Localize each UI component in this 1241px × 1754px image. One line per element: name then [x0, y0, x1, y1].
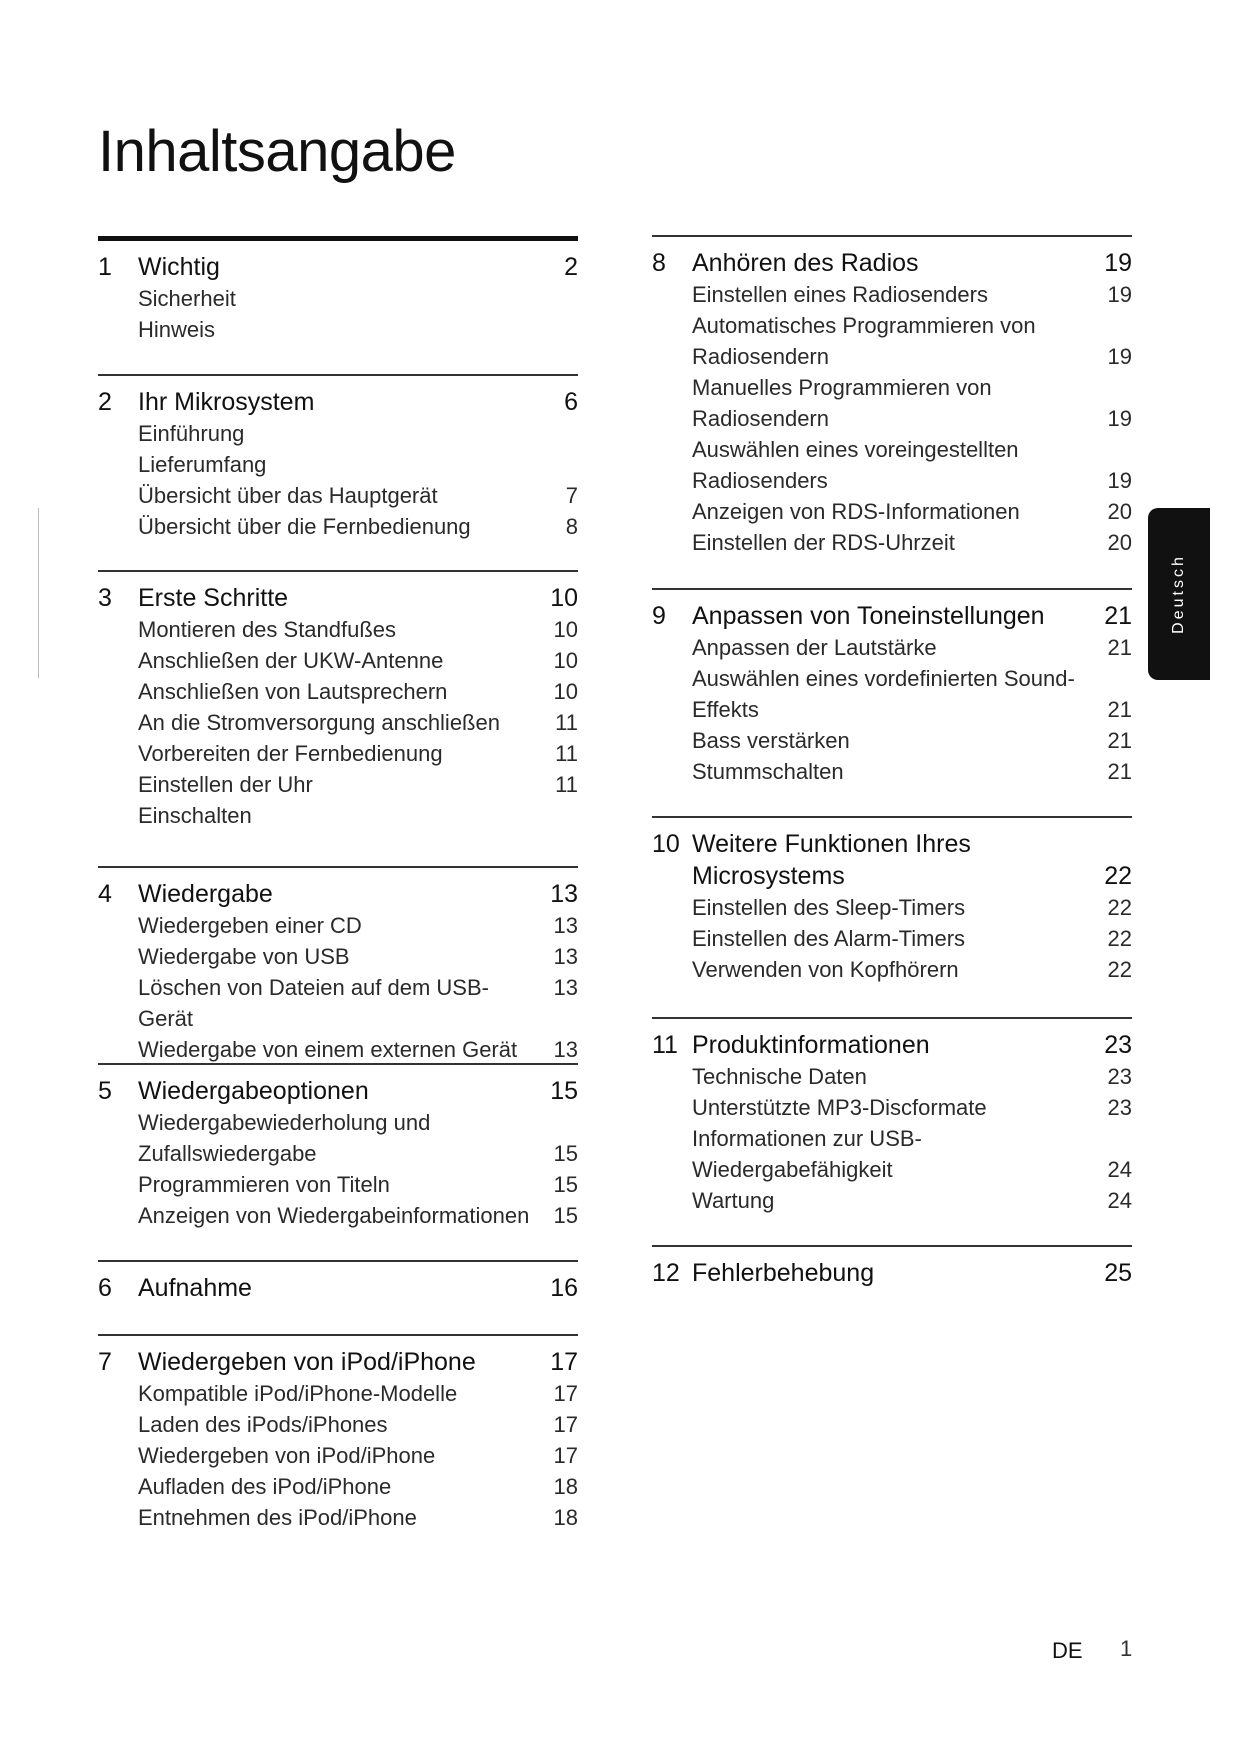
item-title: Manuelles Programmieren von [692, 375, 992, 400]
footer-language: DE [1052, 1638, 1083, 1663]
toc-item[interactable] [98, 614, 578, 645]
toc-item[interactable] [652, 923, 1132, 954]
section-divider [98, 570, 578, 572]
toc-item[interactable] [98, 511, 578, 542]
toc-item[interactable] [98, 941, 578, 972]
toc-item[interactable] [652, 632, 1132, 663]
toc-item[interactable] [98, 1440, 578, 1471]
toc-section [98, 374, 578, 542]
toc-entry-link[interactable] [652, 828, 1132, 860]
toc-section [652, 588, 1132, 787]
item-title: Effekts [692, 697, 759, 722]
toc-item[interactable] [652, 663, 1132, 694]
toc-entry-link[interactable] [652, 247, 1132, 279]
toc-item[interactable] [652, 756, 1132, 787]
section-page: 6 [564, 388, 578, 416]
toc-item[interactable] [652, 1154, 1132, 1185]
section-divider [652, 235, 1132, 237]
item-title: Anzeigen von Wiedergabeinformationen [138, 1203, 530, 1228]
section-divider [98, 1260, 578, 1262]
item-title: Anschließen der UKW-Antenne [138, 648, 444, 673]
toc-item[interactable] [652, 694, 1132, 725]
section-page: 17 [550, 1348, 578, 1376]
section-divider [652, 816, 1132, 818]
toc-item[interactable] [652, 1061, 1132, 1092]
section-number: 11 [652, 1031, 678, 1059]
toc-item[interactable] [98, 707, 578, 738]
toc-item[interactable] [98, 972, 578, 1034]
toc-section [652, 235, 1132, 558]
toc-item[interactable] [98, 800, 578, 831]
section-title: Fehlerbehebung [692, 1259, 875, 1287]
item-page: 22 [1107, 957, 1132, 982]
toc-item[interactable] [652, 496, 1132, 527]
section-title: Wiedergabeoptionen [138, 1077, 369, 1105]
toc-section [98, 570, 578, 831]
item-page: 8 [565, 514, 578, 539]
item-page: 11 [555, 710, 578, 735]
item-page: 7 [565, 483, 578, 508]
toc-entry-link[interactable] [98, 1346, 578, 1378]
item-page: 22 [1107, 926, 1132, 951]
section-page: 25 [1104, 1259, 1132, 1287]
margin-line [38, 508, 39, 678]
page-title: Inhaltsangabe [98, 119, 456, 184]
section-number: 7 [98, 1348, 112, 1376]
toc-item[interactable] [98, 769, 578, 800]
toc-section [98, 236, 578, 345]
item-title: Wiedergeben von iPod/iPhone [138, 1443, 436, 1468]
item-title: Stummschalten [692, 759, 844, 784]
toc-item[interactable] [652, 310, 1132, 341]
toc-item[interactable] [98, 1034, 578, 1065]
section-title: Wiedergabe [138, 880, 273, 908]
toc-item[interactable] [98, 480, 578, 511]
item-page: 20 [1107, 530, 1132, 555]
language-tab [1148, 508, 1210, 680]
toc-item[interactable] [652, 1092, 1132, 1123]
toc-entry-link[interactable] [652, 600, 1132, 632]
section-divider [652, 1245, 1132, 1247]
section-page: 19 [1104, 249, 1132, 277]
item-page: 23 [1107, 1064, 1132, 1089]
section-page: 15 [550, 1077, 578, 1105]
section-page: 21 [1104, 602, 1132, 630]
footer-page-number: 1 [1120, 1636, 1133, 1661]
toc-section [98, 866, 578, 1065]
item-title: Wiedergeben einer CD [138, 913, 362, 938]
item-title: Montieren des Standfußes [138, 617, 397, 642]
section-page: 23 [1104, 1031, 1132, 1059]
section-number: 6 [98, 1274, 112, 1302]
item-title: Informationen zur USB- [692, 1126, 922, 1151]
item-title: Übersicht über das Hauptgerät [138, 483, 438, 508]
item-title: Radiosendern [692, 344, 829, 369]
section-divider [98, 1334, 578, 1336]
section-divider [98, 866, 578, 868]
section-number: 4 [98, 880, 112, 908]
item-page: 11 [555, 741, 578, 766]
section-number: 3 [98, 584, 112, 612]
item-title: Wiedergabewiederholung und [138, 1110, 431, 1135]
item-title: Einschalten [138, 803, 252, 828]
item-title: Wartung [692, 1188, 775, 1213]
item-title: Übersicht über die Fernbedienung [138, 514, 471, 539]
item-title: Unterstützte MP3-Discformate [692, 1095, 987, 1120]
item-title: Technische Daten [692, 1064, 867, 1089]
toc-item[interactable] [98, 1378, 578, 1409]
item-title: Auswählen eines voreingestellten [692, 437, 1019, 462]
toc-item[interactable] [652, 954, 1132, 985]
toc-section [98, 1334, 578, 1533]
item-title: Sicherheit [138, 286, 236, 311]
section-title: Anhören des Radios [692, 249, 919, 277]
item-title: Wiedergabe von einem externen Gerät [138, 1037, 518, 1062]
item-title: Verwenden von Kopfhörern [692, 957, 959, 982]
section-title: Aufnahme [138, 1274, 252, 1302]
toc-item[interactable] [98, 1200, 578, 1231]
section-number: 1 [98, 253, 112, 281]
item-title: Anschließen von Lautsprechern [138, 679, 448, 704]
section-divider [98, 236, 578, 241]
section-number: 8 [652, 249, 666, 277]
item-page: 23 [1107, 1095, 1132, 1120]
item-page: 24 [1107, 1188, 1132, 1213]
item-page: 13 [553, 913, 578, 938]
toc-section [98, 1260, 578, 1304]
section-number: 2 [98, 388, 112, 416]
item-title: Aufladen des iPod/iPhone [138, 1474, 392, 1499]
item-title: An die Stromversorgung anschließen [138, 710, 500, 735]
item-title: Anpassen der Lautstärke [692, 635, 937, 660]
toc-section [652, 816, 1132, 985]
toc-item[interactable] [652, 892, 1132, 923]
item-page: 10 [553, 617, 578, 642]
item-title: Löschen von Dateien auf dem USB-Gerät [138, 975, 489, 1031]
section-number: 5 [98, 1077, 112, 1105]
item-page: 13 [553, 944, 578, 969]
item-title: Kompatible iPod/iPhone-Modelle [138, 1381, 458, 1406]
item-page: 17 [553, 1412, 578, 1437]
toc-entry-link[interactable] [98, 386, 578, 418]
item-page: 17 [553, 1381, 578, 1406]
toc-entry-link[interactable] [98, 582, 578, 614]
toc-item[interactable] [652, 1123, 1132, 1154]
section-page: 16 [550, 1274, 578, 1302]
item-title: Wiedergabefähigkeit [692, 1157, 893, 1182]
toc-item[interactable] [98, 1471, 578, 1502]
toc-item[interactable] [98, 1169, 578, 1200]
item-title: Bass verstärken [692, 728, 850, 753]
toc-item[interactable] [98, 449, 578, 480]
item-page: 19 [1107, 344, 1132, 369]
item-title: Radiosenders [692, 468, 828, 493]
item-page: 22 [1107, 895, 1132, 920]
toc-item[interactable] [652, 341, 1132, 372]
item-title: Anzeigen von RDS-Informationen [692, 499, 1020, 524]
item-page: 17 [553, 1443, 578, 1468]
toc-item[interactable] [98, 645, 578, 676]
item-title: Wiedergabe von USB [138, 944, 350, 969]
item-title: Programmieren von Titeln [138, 1172, 390, 1197]
item-page: 15 [553, 1203, 578, 1228]
section-page: 2 [564, 253, 578, 281]
section-divider [98, 1063, 578, 1065]
item-page: 10 [553, 679, 578, 704]
item-page: 20 [1107, 499, 1132, 524]
section-number: 12 [652, 1259, 680, 1287]
toc-item[interactable] [98, 1107, 578, 1138]
toc-entry-link[interactable] [98, 1075, 578, 1107]
item-title: Einstellen des Sleep-Timers [692, 895, 966, 920]
item-page: 10 [553, 648, 578, 673]
toc-entry-link[interactable] [98, 1272, 578, 1304]
item-page: 13 [553, 975, 578, 1000]
section-number: 10 [652, 830, 680, 858]
item-page: 15 [553, 1172, 578, 1197]
toc-section [652, 1017, 1132, 1216]
section-title: Weitere Funktionen Ihres [692, 830, 971, 858]
item-page: 15 [553, 1141, 578, 1166]
toc-item[interactable] [652, 1185, 1132, 1216]
toc-section [652, 1245, 1132, 1289]
toc-item[interactable] [98, 283, 578, 314]
item-title: Radiosendern [692, 406, 829, 431]
toc-item[interactable] [98, 1138, 578, 1169]
item-title: Einführung [138, 421, 245, 446]
item-title: Vorbereiten der Fernbedienung [138, 741, 443, 766]
section-number: 9 [652, 602, 666, 630]
item-page: 21 [1107, 697, 1132, 722]
section-divider [652, 588, 1132, 590]
toc-entry-link[interactable] [652, 1257, 1132, 1289]
section-title: Microsystems [692, 862, 845, 890]
section-divider [98, 374, 578, 376]
toc-item[interactable] [652, 403, 1132, 434]
toc-item[interactable] [652, 465, 1132, 496]
item-title: Einstellen der RDS-Uhrzeit [692, 530, 955, 555]
toc-item[interactable] [652, 279, 1132, 310]
section-page: 22 [1104, 862, 1132, 890]
item-title: Hinweis [138, 317, 216, 342]
item-title: Lieferumfang [138, 452, 267, 477]
section-title: Wichtig [138, 253, 220, 281]
item-page: 19 [1107, 406, 1132, 431]
toc-item[interactable] [652, 527, 1132, 558]
toc-item[interactable] [98, 1502, 578, 1533]
toc-item[interactable] [98, 418, 578, 449]
item-page: 11 [555, 772, 578, 797]
section-title: Wiedergeben von iPod/iPhone [138, 1348, 476, 1376]
item-title: Entnehmen des iPod/iPhone [138, 1505, 417, 1530]
toc-item[interactable] [98, 676, 578, 707]
section-title: Produktinformationen [692, 1031, 930, 1059]
item-title: Auswählen eines vordefinierten Sound- [692, 666, 1075, 691]
toc-item[interactable] [652, 725, 1132, 756]
toc-item[interactable] [98, 314, 578, 345]
item-page: 21 [1107, 635, 1132, 660]
toc-entry-link[interactable] [98, 251, 578, 283]
toc-item[interactable] [652, 434, 1132, 465]
section-title: Erste Schritte [138, 584, 289, 612]
item-page: 21 [1107, 728, 1132, 753]
toc-entry-link[interactable] [652, 1029, 1132, 1061]
section-page: 10 [550, 584, 578, 612]
toc-item[interactable] [652, 372, 1132, 403]
toc-item[interactable] [98, 910, 578, 941]
item-page: 19 [1107, 282, 1132, 307]
item-page: 13 [553, 1037, 578, 1062]
section-page: 13 [550, 880, 578, 908]
item-title: Einstellen der Uhr [138, 772, 313, 797]
item-title: Laden des iPods/iPhones [138, 1412, 388, 1437]
item-page: 24 [1107, 1157, 1132, 1182]
item-page: 21 [1107, 759, 1132, 784]
toc-entry-link[interactable] [652, 860, 1132, 892]
item-page: 19 [1107, 468, 1132, 493]
language-tab-label: Deutsch [1170, 554, 1187, 634]
section-title: Ihr Mikrosystem [138, 388, 315, 416]
section-divider [652, 1017, 1132, 1019]
item-title: Einstellen des Alarm-Timers [692, 926, 966, 951]
item-title: Automatisches Programmieren von [692, 313, 1036, 338]
toc-item[interactable] [98, 1409, 578, 1440]
toc-item[interactable] [98, 738, 578, 769]
item-page: 18 [553, 1474, 578, 1499]
toc-section [98, 1063, 578, 1231]
section-title: Anpassen von Toneinstellungen [692, 602, 1045, 630]
item-page: 18 [553, 1505, 578, 1530]
item-title: Zufallswiedergabe [138, 1141, 317, 1166]
item-title: Einstellen eines Radiosenders [692, 282, 988, 307]
toc-entry-link[interactable] [98, 878, 578, 910]
